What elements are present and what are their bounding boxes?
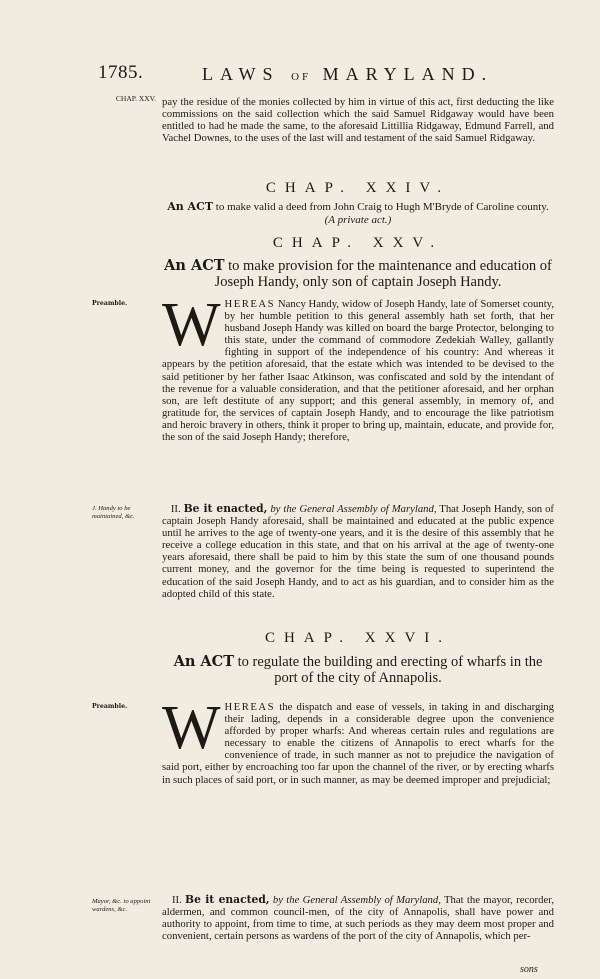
chap-25-section-2 bbox=[162, 503, 554, 600]
chap-26-preamble bbox=[162, 694, 554, 786]
chap-26-section-2-margin: Mayor, &c. to appoint wardens, &c. bbox=[92, 898, 151, 913]
chap-26-section-2 bbox=[162, 894, 554, 942]
chap-24-act-note: (A private act.) bbox=[324, 214, 392, 226]
chap-26-act-text: to regulate the building and erecting of wharfs in the port of the city of Annapolis. bbox=[237, 654, 543, 686]
chap-26-act-title bbox=[162, 654, 554, 686]
chap-25-preamble-text: Nancy Handy, widow of Joseph Handy, late of Somerset county, by her humble petition to this general assembly hath set forth, that her husband Joseph Handy was killed on board the barge Protector, belonging to this state, under the command of commodore Zedekiah Walley, gallantly fighting in support of the independence of his country: And whereas it appears by the petition aforesaid, that the estate which was intended to be devised to the said petitioner by her father Isaac Atkinson, was confiscated and sold by the intendant of the revenue for a valuable consideration, and that the petitioner aforesaid, and her orphan son, are left destitute of any support; and this general assembly, in memory of, and gratitude for, the services of captain Joseph Handy, and to encourage the like patriotism and heroic bravery in others, think it proper to bring up, maintain, educate, and provide for, the son of the said Joseph Handy; therefore, bbox=[162, 298, 554, 444]
chap-24-act-title bbox=[162, 200, 554, 227]
chap-24-act-label: An ACT bbox=[167, 200, 214, 213]
chap-26-enacting-authority: by the General Assembly of Maryland, bbox=[269, 894, 441, 906]
header-title-left: LAWS bbox=[202, 64, 280, 84]
chap-25-act-label: An ACT bbox=[164, 257, 225, 274]
continuation-paragraph bbox=[162, 96, 554, 144]
chap-25-section-2-text: That Joseph Handy, son of captain Joseph Handy aforesaid, shall be maintained and educated at the public expence until he arrives to the age of twenty-one years, and it is the desire of this assembly that he receive a college education in this state, and that on his arrival at the age of twenty-one years aforesaid, there shall be paid to him by this state the sum of one thousand pounds current money, and the governor for the time being is requested to superintend the education of the said Joseph Handy, and to act as his guardian, and to consider him as the adopted child of this state. bbox=[162, 503, 554, 600]
chap-26-preamble-text: the dispatch and ease of vessels, in taking in and discharging their lading, depends in a considerable degree upon the convenience afforded by proper wharfs: And whereas certain rules and regulations are necessary to enable the citizens of Annapolis to erect wharfs for the convenience of trade, in such manner as not to prejudice the navigation of said port, either by encroaching too far upon the channel of the river, or by erecting wharfs in such places of said port, or in such manner, as may be deemed improper and prejudicial; bbox=[162, 701, 554, 786]
chap-25-act-text: to make provision for the maintenance and education of Joseph Handy, only son of captain Joseph Handy. bbox=[214, 258, 552, 290]
running-header bbox=[98, 62, 558, 90]
chap-25-enacting-words: Be it enacted, bbox=[183, 502, 268, 515]
chap-24-act-text: to make valid a deed from John Craig to Hugh M'Bryde of Caroline county. bbox=[215, 201, 549, 213]
chap-25-section-2-number: II. bbox=[170, 503, 184, 515]
header-title-right: MARYLAND. bbox=[322, 64, 494, 84]
chap-26-section-2-number: II. bbox=[171, 894, 186, 906]
chap-24-heading: CHAP. XXIV. bbox=[265, 180, 451, 196]
chap-26-act-label: An ACT bbox=[173, 653, 234, 670]
chap-26-heading: CHAP. XXVI. bbox=[264, 630, 452, 646]
chap-25-enacting-authority: by the General Assembly of Maryland, bbox=[267, 503, 437, 515]
header-year: 1785. bbox=[98, 62, 144, 83]
chap-25-preamble-first-word: HEREAS bbox=[224, 298, 276, 310]
margin-chap-note: CHAP. XXV. bbox=[115, 94, 156, 103]
catchword: sons bbox=[520, 964, 538, 975]
header-title-of: OF bbox=[291, 71, 312, 83]
chap-26-enacting-words: Be it enacted, bbox=[185, 893, 270, 906]
chap-25-act-title bbox=[162, 258, 554, 290]
chap-26-preamble-first-word: HEREAS bbox=[224, 701, 276, 713]
chap-25-preamble-margin: Preamble. bbox=[92, 300, 128, 307]
chap-25-drop-cap: W bbox=[162, 291, 221, 359]
chap-26-section-2-text: That the mayor, recorder, aldermen, and common council-men, of the city of Annapolis, shall have power and authority to appoint, from time to time, at such periods as they may deem most proper and convenient, certain persons as wardens of the port of the city of Annapolis, which per- bbox=[162, 894, 554, 943]
chap-25-preamble bbox=[162, 291, 554, 444]
chap-26-preamble-margin: Preamble. bbox=[92, 703, 128, 710]
continuation-text: pay the residue of the monies collected by him in virtue of this act, first deducting the like commissions on the said collection which the said Samuel Ridgaway would have been entitled to had he made the same, to the aforesaid Littillia Ridgaway, Edmund Farrell, and Vachel Downes, to the uses of the last will and testament of the said Samuel Ridgaway. bbox=[162, 96, 554, 145]
header-title bbox=[202, 64, 493, 85]
chap-25-section-2-margin: J. Handy to be maintained, &c. bbox=[92, 505, 135, 520]
chap-25-heading: CHAP. XXV. bbox=[272, 235, 444, 251]
chap-26-drop-cap: W bbox=[162, 694, 221, 762]
